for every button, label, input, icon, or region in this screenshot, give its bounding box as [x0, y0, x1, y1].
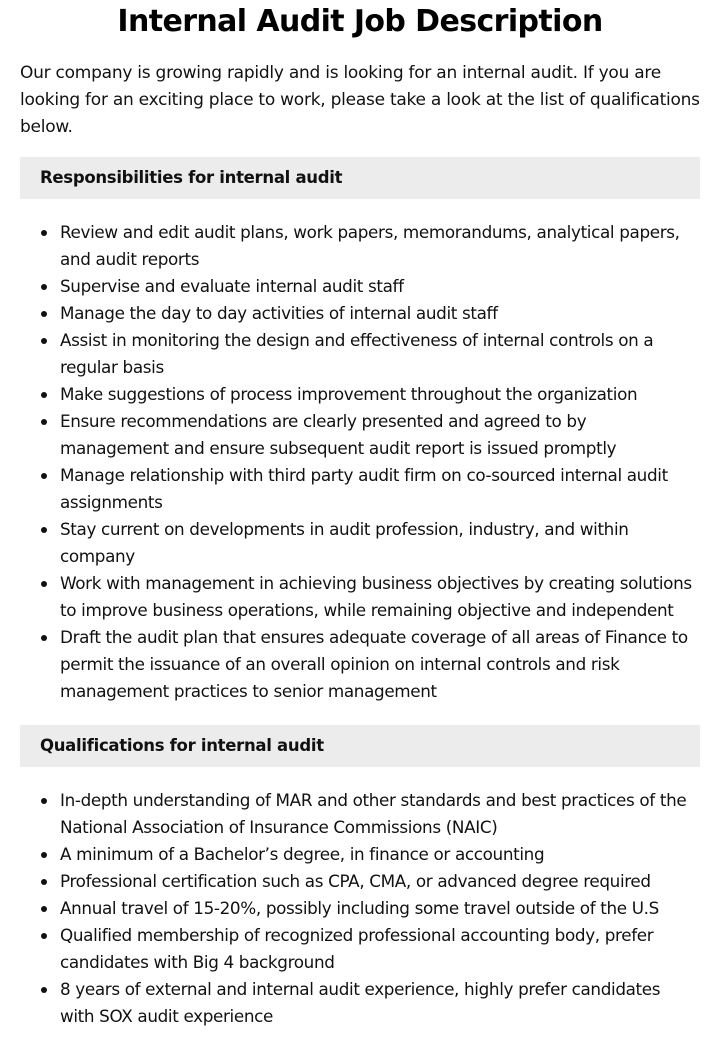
list-item: Qualified membership of recognized professional accounting body, prefer candidates with Big 4 background [20, 922, 700, 976]
list-item: Work with management in achieving business objectives by creating solutions to improve business operations, while remaining objective and independent [20, 570, 700, 624]
list-item: Review and edit audit plans, work papers, memorandums, analytical papers, and audit reports [20, 219, 700, 273]
bullet-icon [41, 338, 47, 344]
bullet-icon [41, 852, 47, 858]
responsibilities-list [20, 219, 700, 705]
bullet-icon [41, 473, 47, 479]
list-item: Supervise and evaluate internal audit staff [20, 273, 700, 300]
list-item: A minimum of a Bachelor’s degree, in finance or accounting [20, 841, 700, 868]
list-item: Manage relationship with third party audit firm on co-sourced internal audit assignments [20, 462, 700, 516]
bullet-icon [41, 987, 47, 993]
list-item: Manage the day to day activities of internal audit staff [20, 300, 700, 327]
bullet-icon [41, 933, 47, 939]
bullet-icon [41, 230, 47, 236]
list-item: Annual travel of 15-20%, possibly including some travel outside of the U.S [20, 895, 700, 922]
bullet-icon [41, 284, 47, 290]
list-item: Draft the audit plan that ensures adequate coverage of all areas of Finance to permit the issuance of an overall opinion on internal controls and risk management practices to senior management [20, 624, 700, 705]
page-title: Internal Audit Job Description [117, 4, 603, 39]
bullet-icon [41, 906, 47, 912]
responsibilities-heading: Responsibilities for internal audit [20, 157, 700, 199]
list-item: Stay current on developments in audit profession, industry, and within company [20, 516, 700, 570]
bullet-icon [41, 798, 47, 804]
list-item: Professional certification such as CPA, CMA, or advanced degree required [20, 868, 700, 895]
qualifications-heading: Qualifications for internal audit [20, 725, 700, 767]
list-item: Ensure recommendations are clearly presented and agreed to by management and ensure subsequent audit report is issued promptly [20, 408, 700, 462]
qualifications-list [20, 787, 700, 1030]
bullet-icon [41, 392, 47, 398]
list-item: Assist in monitoring the design and effectiveness of internal controls on a regular basis [20, 327, 700, 381]
list-item: Make suggestions of process improvement throughout the organization [20, 381, 700, 408]
list-item: In-depth understanding of MAR and other standards and best practices of the National Association of Insurance Commissions (NAIC) [20, 787, 700, 841]
bullet-icon [41, 635, 47, 641]
bullet-icon [41, 581, 47, 587]
bullet-icon [41, 879, 47, 885]
list-item: 8 years of external and internal audit experience, highly prefer candidates with SOX audit experience [20, 976, 700, 1030]
bullet-icon [41, 527, 47, 533]
intro-paragraph: Our company is growing rapidly and is looking for an internal audit. If you are looking for an exciting place to work, please take a look at the list of qualifications below. [20, 63, 700, 137]
bullet-icon [41, 311, 47, 317]
bullet-icon [41, 419, 47, 425]
